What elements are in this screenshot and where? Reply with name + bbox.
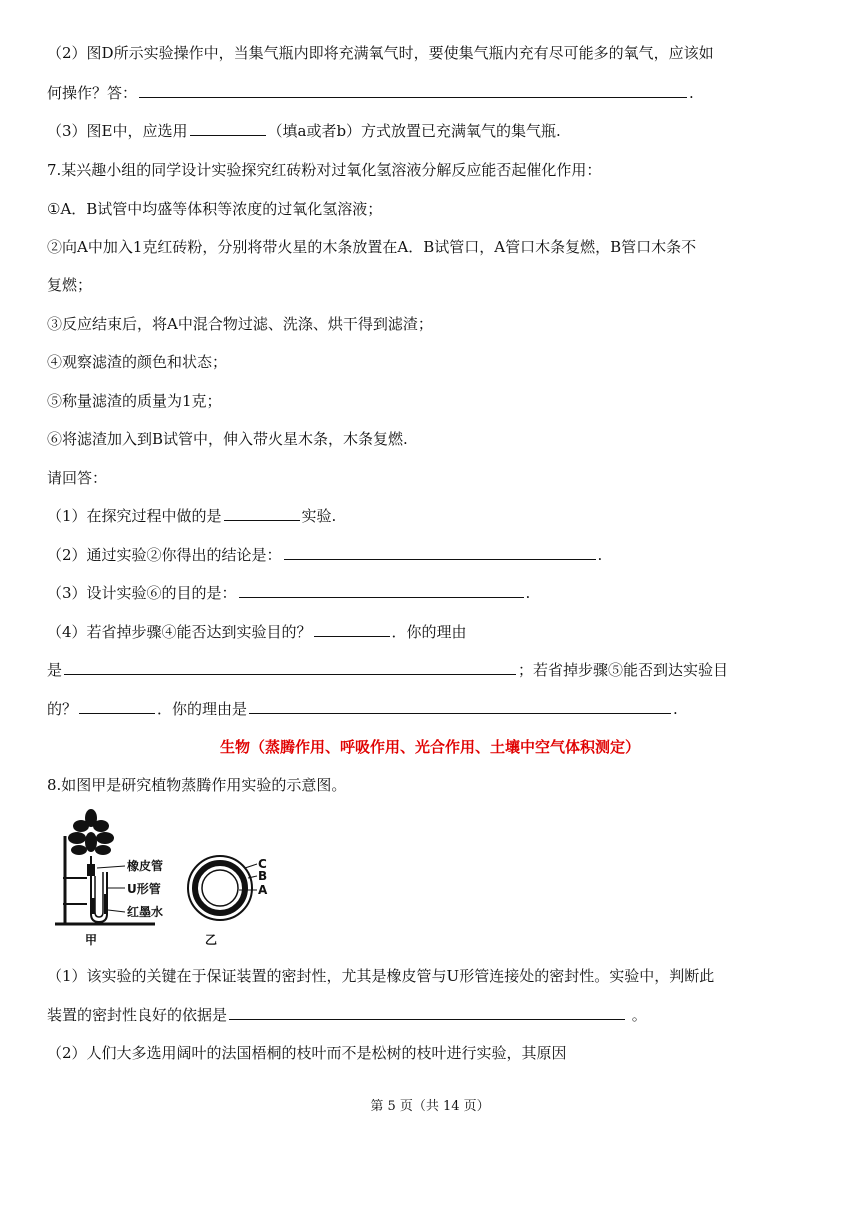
plant-leaves bbox=[68, 809, 114, 855]
q7-please-answer: 请回答： bbox=[47, 469, 108, 487]
answer-blank[interactable] bbox=[224, 506, 300, 521]
q7-step-6: ⑥将滤渣加入到B试管中，伸入带火星木条，木条复燃. bbox=[47, 430, 408, 448]
q7-intro: 7.某兴趣小组的同学设计实验探究红砖粉对过氧化氢溶液分解反应能否起催化作用： bbox=[47, 161, 602, 179]
label-jia: 甲 bbox=[85, 933, 98, 947]
label-b: B bbox=[258, 869, 268, 883]
q6-part2-answer-line: 何操作？答： . bbox=[47, 84, 694, 102]
q7-answer-4-line3: 的？ ．你的理由是 . bbox=[47, 700, 678, 718]
answer-blank[interactable] bbox=[64, 660, 516, 675]
label-yi: 乙 bbox=[205, 933, 218, 947]
answer-blank[interactable] bbox=[139, 83, 687, 98]
label-u-tube: U形管 bbox=[127, 882, 161, 896]
q8-part1: （1）该实验的关键在于保证装置的密封性，尤其是橡皮管与U形管连接处的密封性。实验中，判断此 bbox=[47, 967, 715, 985]
stem-cross-section-yi bbox=[188, 856, 257, 920]
answer-blank[interactable] bbox=[79, 699, 155, 714]
q7-step-2-cont: 复燃； bbox=[47, 276, 93, 294]
q7-step-1: ①A．B试管中均盛等体积等浓度的过氧化氢溶液； bbox=[47, 200, 383, 218]
q8-intro: 8.如图甲是研究植物蒸腾作用实验的示意图。 bbox=[47, 776, 347, 794]
q8-part2: （2）人们大多选用阔叶的法国梧桐的枝叶而不是松树的枝叶进行实验，其原因 bbox=[47, 1044, 567, 1062]
answer-blank[interactable] bbox=[229, 1005, 625, 1020]
answer-blank[interactable] bbox=[190, 121, 266, 136]
q6-part2-text: （2）图D所示实验操作中，当集气瓶内即将充满氧气时，要使集气瓶内充有尽可能多的氧气，应该如 bbox=[47, 44, 714, 62]
q7-answer-4-line2: 是 ；若省掉步骤⑤能否到达实验目 bbox=[47, 661, 729, 679]
q7-answer-4: （4）若省掉步骤④能否达到实验目的？ ．你的理由 bbox=[47, 623, 467, 641]
answer-blank[interactable] bbox=[314, 622, 390, 637]
q7-step-3: ③反应结束后，将A中混合物过滤、洗涤、烘干得到滤渣； bbox=[47, 315, 433, 333]
q8-part1-answer-line: 装置的密封性良好的依据是 。 bbox=[47, 1006, 647, 1024]
q7-answer-2: （2）通过实验②你得出的结论是： . bbox=[47, 546, 603, 564]
label-a: A bbox=[258, 883, 268, 897]
q7-step-4: ④观察滤渣的颜色和状态； bbox=[47, 353, 228, 371]
answer-blank[interactable] bbox=[284, 545, 596, 560]
page-footer: 第 5 页（共 14 页） bbox=[370, 1099, 490, 1114]
answer-blank[interactable] bbox=[239, 583, 524, 598]
answer-blank[interactable] bbox=[249, 699, 671, 714]
q6-part3: （3）图E中，应选用 （填a或者b）方式放置已充满氧气的集气瓶. bbox=[47, 122, 561, 140]
q7-answer-3: （3）设计实验⑥的目的是： . bbox=[47, 584, 531, 602]
label-c: C bbox=[258, 857, 267, 871]
section-title: 生物（蒸腾作用、呼吸作用、光合作用、土壤中空气体积测定） bbox=[219, 738, 640, 756]
q7-step-5: ⑤称量滤渣的质量为1克； bbox=[47, 392, 222, 410]
label-rubber-tube: 橡皮管 bbox=[127, 859, 164, 873]
label-red-ink: 红墨水 bbox=[127, 905, 164, 919]
transpiration-figure bbox=[55, 806, 285, 956]
q7-step-2: ②向A中加入1克红砖粉，分别将带火星的木条放置在A．B试管口，A管口木条复燃，B管口木条不 bbox=[47, 238, 697, 256]
q7-answer-1: （1）在探究过程中做的是 实验. bbox=[47, 507, 337, 525]
